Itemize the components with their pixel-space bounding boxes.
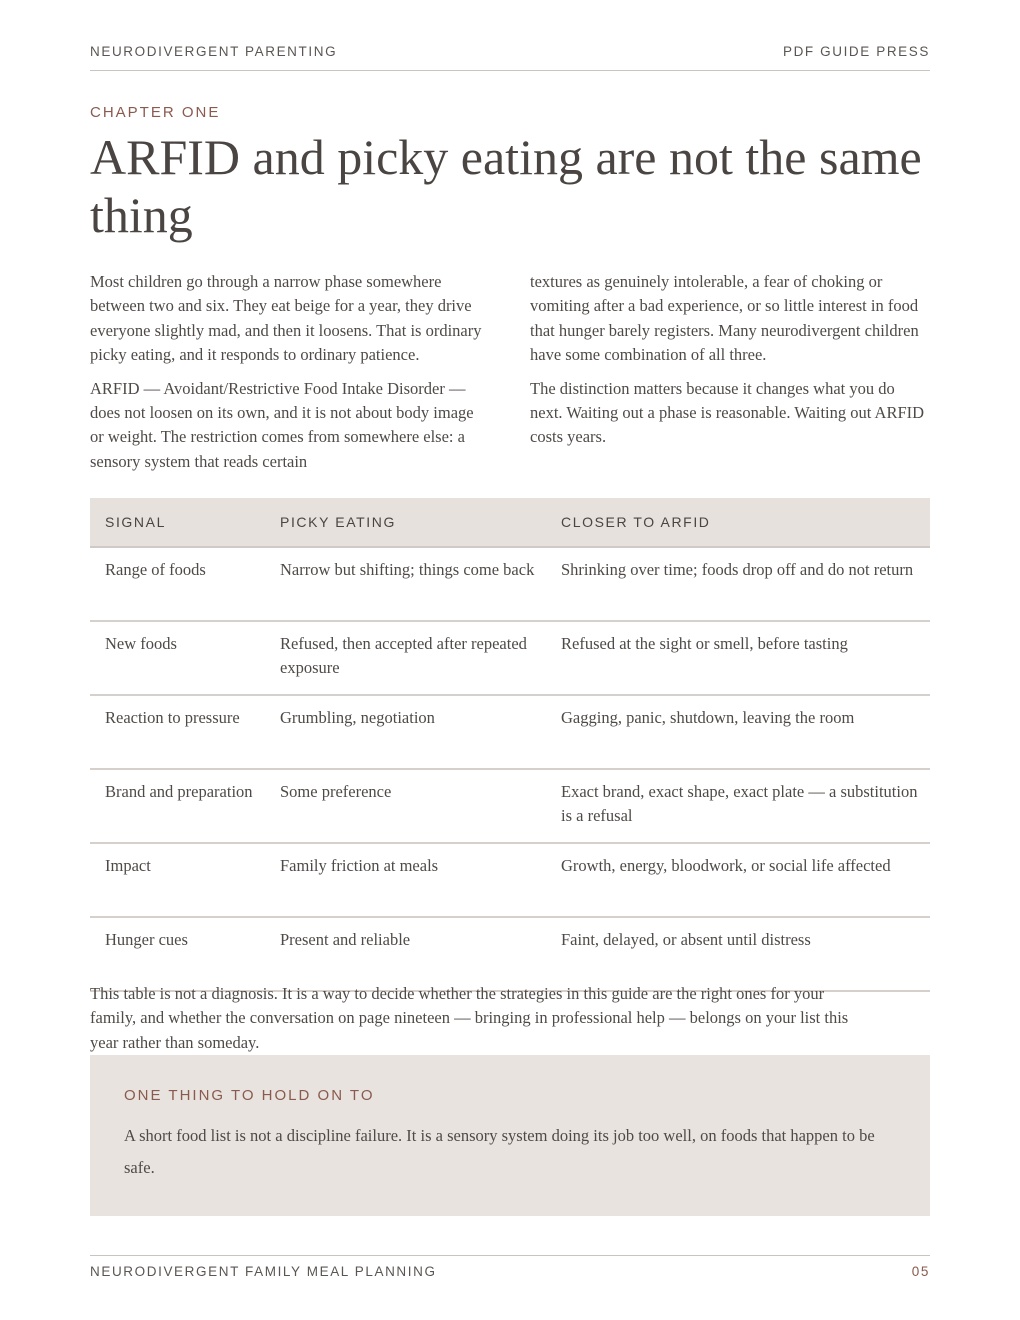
table-cell: Exact brand, exact shape, exact plate — a substitution is a refusal <box>546 769 930 843</box>
callout-label: ONE THING TO HOLD ON TO <box>124 1087 375 1104</box>
header-publisher: PDF GUIDE PRESS <box>782 44 930 59</box>
header-divider <box>90 70 930 71</box>
table-cell: Gagging, panic, shutdown, leaving the room <box>546 695 930 769</box>
chapter-kicker: CHAPTER ONE <box>90 104 221 121</box>
table-cell: Reaction to pressure <box>90 695 265 769</box>
table-cell: Impact <box>90 843 265 917</box>
table-row <box>90 769 930 843</box>
table-row <box>90 695 930 769</box>
table-row <box>90 547 930 621</box>
chapter-title: ARFID and picky eating are not the same thing <box>90 129 922 243</box>
table-cell: Brand and preparation <box>90 769 265 843</box>
intro-paragraph: Most children go through a narrow phase somewhere between two and six. They eat beige for a year, they drive everyone slightly mad, and then it loosens. That is ordinary picky eating, and it responds to ordinary patience. <box>90 272 482 365</box>
table-cell: Refused, then accepted after repeated exposure <box>265 621 546 695</box>
header-series-title: NEURODIVERGENT PARENTING <box>90 44 338 59</box>
running-header <box>90 44 930 59</box>
table-cell: Present and reliable <box>265 917 546 991</box>
table-cell: Some preference <box>265 769 546 843</box>
table-cell: Shrinking over time; foods drop off and do not return <box>546 547 930 621</box>
running-footer <box>90 1264 930 1279</box>
callout-text: A short food list is not a discipline failure. It is a sensory system doing its job too well, on foods that happen to be safe. <box>124 1126 875 1177</box>
column-header-picky-eating: PICKY EATING <box>265 498 546 547</box>
intro-paragraph: ARFID — Avoidant/Restrictive Food Intake Disorder — does not loosen on its own, and it is not about body image or weight. The restriction comes from somewhere else: a sensory system that reads certain <box>90 378 474 471</box>
intro-paragraph: textures as genuinely intolerable, a fear of choking or vomiting after a bad experience, or so little interest in food that hunger barely registers. Many neurodivergent children have some combination of all three. <box>530 272 919 365</box>
intro-column-left <box>90 270 490 483</box>
table-cell: Faint, delayed, or absent until distress <box>546 917 930 991</box>
comparison-table <box>90 498 930 992</box>
table-cell: Refused at the sight or smell, before tasting <box>546 621 930 695</box>
callout-box <box>90 1055 930 1216</box>
table-row <box>90 843 930 917</box>
footer-book-title: NEURODIVERGENT FAMILY MEAL PLANNING <box>90 1264 437 1279</box>
intro-paragraph: The distinction matters because it changes what you do next. Waiting out a phase is reasonable. Waiting out ARFID costs years. <box>530 378 925 447</box>
table-cell: Narrow but shifting; things come back <box>265 547 546 621</box>
table-cell: Growth, energy, bloodwork, or social life affected <box>546 843 930 917</box>
table-cell: New foods <box>90 621 265 695</box>
column-header-signal: SIGNAL <box>90 498 265 547</box>
table-cell: Range of foods <box>90 547 265 621</box>
table-row <box>90 621 930 695</box>
page-number: 05 <box>911 1264 930 1279</box>
column-header-closer-to-arfid: CLOSER TO ARFID <box>546 498 930 547</box>
table-row <box>90 917 930 991</box>
table-cell: Hunger cues <box>90 917 265 991</box>
intro-column-right <box>530 270 930 483</box>
footer-divider <box>90 1255 930 1256</box>
table-header-row <box>90 498 930 547</box>
closing-paragraph: This table is not a diagnosis. It is a way to decide whether the strategies in this guide are the right ones for your family, and whether the conversation on page nineteen — bringing in professional help — belongs on your list this year rather than someday. <box>90 984 849 1052</box>
intro-columns <box>90 270 930 483</box>
table-cell: Grumbling, negotiation <box>265 695 546 769</box>
table-cell: Family friction at meals <box>265 843 546 917</box>
